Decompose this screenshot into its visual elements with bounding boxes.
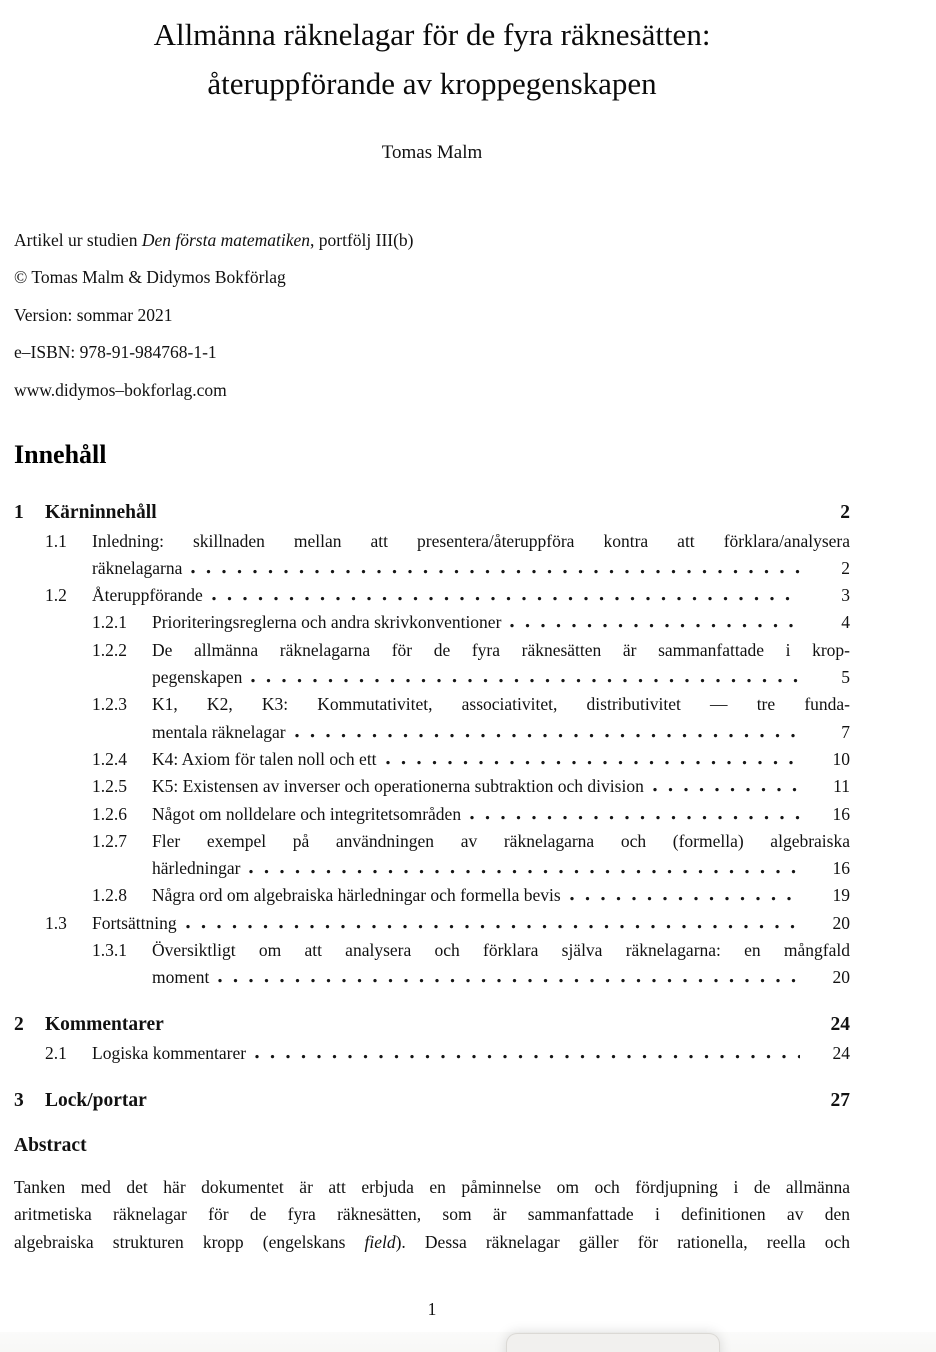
meta-block	[14, 222, 850, 409]
abstract-line-3	[14, 1229, 850, 1256]
toc-label: De allmänna räknelagarna för de fyra räknesätten är sammanfattade i krop-	[152, 639, 850, 660]
toc-entry-section-1[interactable]	[14, 498, 850, 528]
toc-label: mentala räknelagar	[152, 721, 286, 742]
author-name: Tomas Malm	[381, 142, 483, 163]
meta-source	[14, 222, 850, 259]
meta-website-link[interactable]: www.didymos–bokforlag.com	[14, 379, 227, 400]
toc-entry-1-2-4[interactable]	[14, 746, 850, 773]
toc-label: Lock/portar	[45, 1089, 147, 1111]
toc-entry-1-2-5[interactable]	[14, 773, 850, 800]
toc-label: Fler exempel på användningen av räknelagarna och (formella) algebraiska	[152, 830, 850, 851]
toc-label: härledningar	[152, 858, 241, 879]
abstract-line-1: Tanken med det här dokumentet är att erbjuda en påminnelse om och fördjupning i de allmänna	[14, 1177, 850, 1197]
floating-toolbar[interactable]	[506, 1333, 720, 1352]
toc-entry-1-2-2-cont[interactable]	[14, 664, 850, 691]
toc-page: 24	[830, 1014, 850, 1036]
dot-leader	[570, 896, 800, 901]
toc-page: 3	[841, 585, 850, 606]
page-number: 1	[427, 1299, 437, 1319]
toc-page: 2	[840, 502, 850, 523]
toc-number: 1.2.4	[92, 748, 127, 769]
toc-entry-1-3[interactable]	[14, 910, 850, 937]
dot-leader	[295, 733, 800, 738]
meta-copyright: © Tomas Malm & Didymos Bokförlag	[14, 267, 286, 288]
toc-page: 2	[841, 557, 850, 578]
toc-label: Något om nolldelare och integritetsområden	[152, 803, 462, 824]
dot-leader	[255, 1054, 800, 1059]
meta-source-title: Den första matematiken	[141, 230, 310, 250]
dot-leader	[191, 569, 800, 574]
toc-entry-section-2[interactable]	[14, 1010, 850, 1040]
dot-leader	[510, 623, 800, 628]
toc-entry-1-2[interactable]	[14, 582, 850, 609]
toc-entry-1-2-2[interactable]	[14, 637, 850, 664]
toc-entry-1-2-7[interactable]	[14, 828, 850, 855]
toc-entry-1-1-cont[interactable]	[14, 555, 850, 582]
toc-entry-section-3[interactable]	[14, 1086, 850, 1116]
toc-label: moment	[152, 967, 210, 988]
toc-heading: Innehåll	[14, 440, 107, 469]
toc-page: 20	[832, 967, 850, 988]
toc-number: 1.2.6	[92, 803, 127, 824]
toc-number: 1.2.2	[92, 639, 127, 660]
toc-page: 7	[841, 721, 850, 742]
toc-label: räknelagarna	[92, 557, 183, 578]
abstract-line-2: aritmetiska räknelagar för de fyra räknesätten, som är sammanfattade i definitionen av den	[14, 1204, 850, 1225]
abstract-heading: Abstract	[14, 1135, 87, 1156]
toc-page: 16	[832, 858, 850, 879]
toc-page: 20	[832, 912, 850, 933]
toc-page: 4	[841, 612, 850, 633]
title-line-2: återuppförande av kroppegenskapen	[207, 66, 657, 101]
toc-page: 10	[832, 748, 850, 769]
toc-entry-1-2-7-cont[interactable]	[14, 855, 850, 882]
toc-page: 19	[832, 885, 850, 906]
toc-entry-1-2-8[interactable]	[14, 882, 850, 909]
toc-entry-1-2-6[interactable]	[14, 801, 850, 828]
toc-label: Logiska kommentarer	[92, 1042, 247, 1063]
toc-label: Kommentarer	[45, 1014, 164, 1036]
toc-number: 3	[14, 1089, 24, 1111]
toc-label: Återuppförande	[92, 585, 203, 606]
toc-number: 1.1	[45, 530, 67, 551]
abstract-line-3-italic: field	[364, 1231, 396, 1252]
toc-label: pegenskapen	[152, 667, 243, 688]
toc-entry-2-1[interactable]	[14, 1040, 850, 1067]
toc-number: 1.2	[45, 585, 67, 606]
toc-number: 1.2.1	[92, 612, 127, 633]
meta-isbn: e–ISBN: 978-91-984768-1-1	[14, 342, 217, 363]
toc-entry-1-3-1[interactable]	[14, 937, 850, 964]
dot-leader	[386, 760, 800, 765]
toc-label: Översiktligt om att analysera och förklara själva räknelagarna: en mångfald	[152, 940, 850, 961]
toc-number: 1.2.3	[92, 694, 127, 715]
meta-source-prefix: Artikel ur studien	[14, 230, 142, 250]
dot-leader	[470, 815, 800, 820]
abstract-line-3-prefix: algebraiska strukturen kropp (engelskans	[14, 1231, 365, 1252]
toc-number: 2	[14, 1014, 24, 1036]
dot-leader	[186, 924, 800, 929]
toc-entry-1-2-3[interactable]	[14, 691, 850, 718]
dot-leader	[249, 869, 800, 874]
title-line-1: Allmänna räknelagar för de fyra räknesätten:	[153, 17, 711, 52]
toc-label: K5: Existensen av inverser och operationerna subtraktion och division	[152, 776, 644, 797]
toc-page: 5	[841, 667, 850, 688]
toc-entry-1-3-1-cont[interactable]	[14, 964, 850, 991]
toc-number: 1.2.7	[92, 830, 127, 851]
toc-number: 2.1	[45, 1042, 67, 1063]
toc-entry-1-2-3-cont[interactable]	[14, 719, 850, 746]
toc-label: Kärninnehåll	[45, 502, 157, 523]
toc-number: 1.2.8	[92, 885, 127, 906]
toc-label: K4: Axiom för talen noll och ett	[152, 748, 377, 769]
toc-number: 1.2.5	[92, 776, 127, 797]
dot-leader	[212, 596, 800, 601]
meta-version: Version: sommar 2021	[14, 304, 173, 325]
meta-source-suffix: , portfölj III(b)	[310, 230, 414, 250]
document-title	[14, 10, 850, 108]
dot-leader	[653, 787, 800, 792]
toc-page: 11	[833, 776, 850, 797]
toc-label: K1, K2, K3: Kommutativitet, associativitet, distributivitet — tre funda-	[152, 694, 850, 715]
abstract-paragraph	[14, 1174, 850, 1256]
toc-label: Fortsättning	[92, 912, 177, 933]
toc-number: 1.3.1	[92, 940, 127, 961]
toc-number: 1	[14, 502, 24, 523]
toc-number: 1.3	[45, 912, 67, 933]
viewer-bottom-strip	[0, 1332, 936, 1352]
toc-page: 16	[832, 803, 850, 824]
toc-page: 27	[830, 1089, 850, 1111]
toc-label: Inledning: skillnaden mellan att presentera/återuppföra kontra att förklara/analysera	[92, 530, 850, 551]
toc-label: Några ord om algebraiska härledningar och formella bevis	[152, 885, 561, 906]
dot-leader	[218, 978, 800, 983]
table-of-contents	[14, 498, 850, 1115]
toc-entry-1-2-1[interactable]	[14, 609, 850, 636]
toc-label: Prioriteringsreglerna och andra skrivkonventioner	[152, 612, 502, 633]
toc-entry-1-1[interactable]	[14, 528, 850, 555]
abstract-line-3-suffix: ). Dessa räknelagar gäller för rationella, reella och	[395, 1231, 850, 1252]
toc-page: 24	[832, 1042, 850, 1063]
dot-leader	[251, 678, 800, 683]
